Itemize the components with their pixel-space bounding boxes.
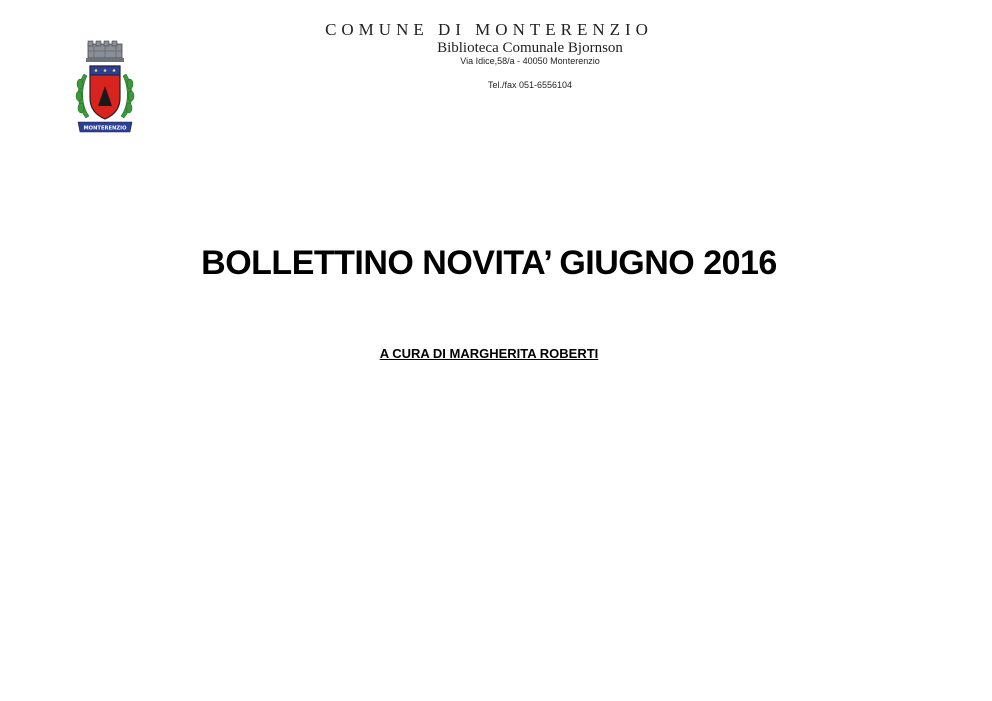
library-telephone: Tel./fax 051-6556104 — [487, 80, 573, 90]
commune-name: COMUNE DI MONTERENZIO — [325, 20, 653, 39]
document-title: BOLLETTINO NOVITA’ GIUGNO 2016 — [201, 244, 777, 282]
svg-text:MONTERENZIO: MONTERENZIO — [83, 125, 127, 132]
library-name: Biblioteca Comunale Bjornson — [437, 40, 623, 56]
crown-icon — [86, 41, 124, 62]
shield-icon — [90, 66, 120, 119]
document-curator: A CURA DI MARGHERITA ROBERTI — [379, 346, 599, 361]
coat-of-arms-icon — [72, 40, 138, 136]
library-address: Via Idice,58/a - 40050 Monterenzio — [460, 56, 600, 66]
banner-ribbon — [78, 122, 132, 132]
